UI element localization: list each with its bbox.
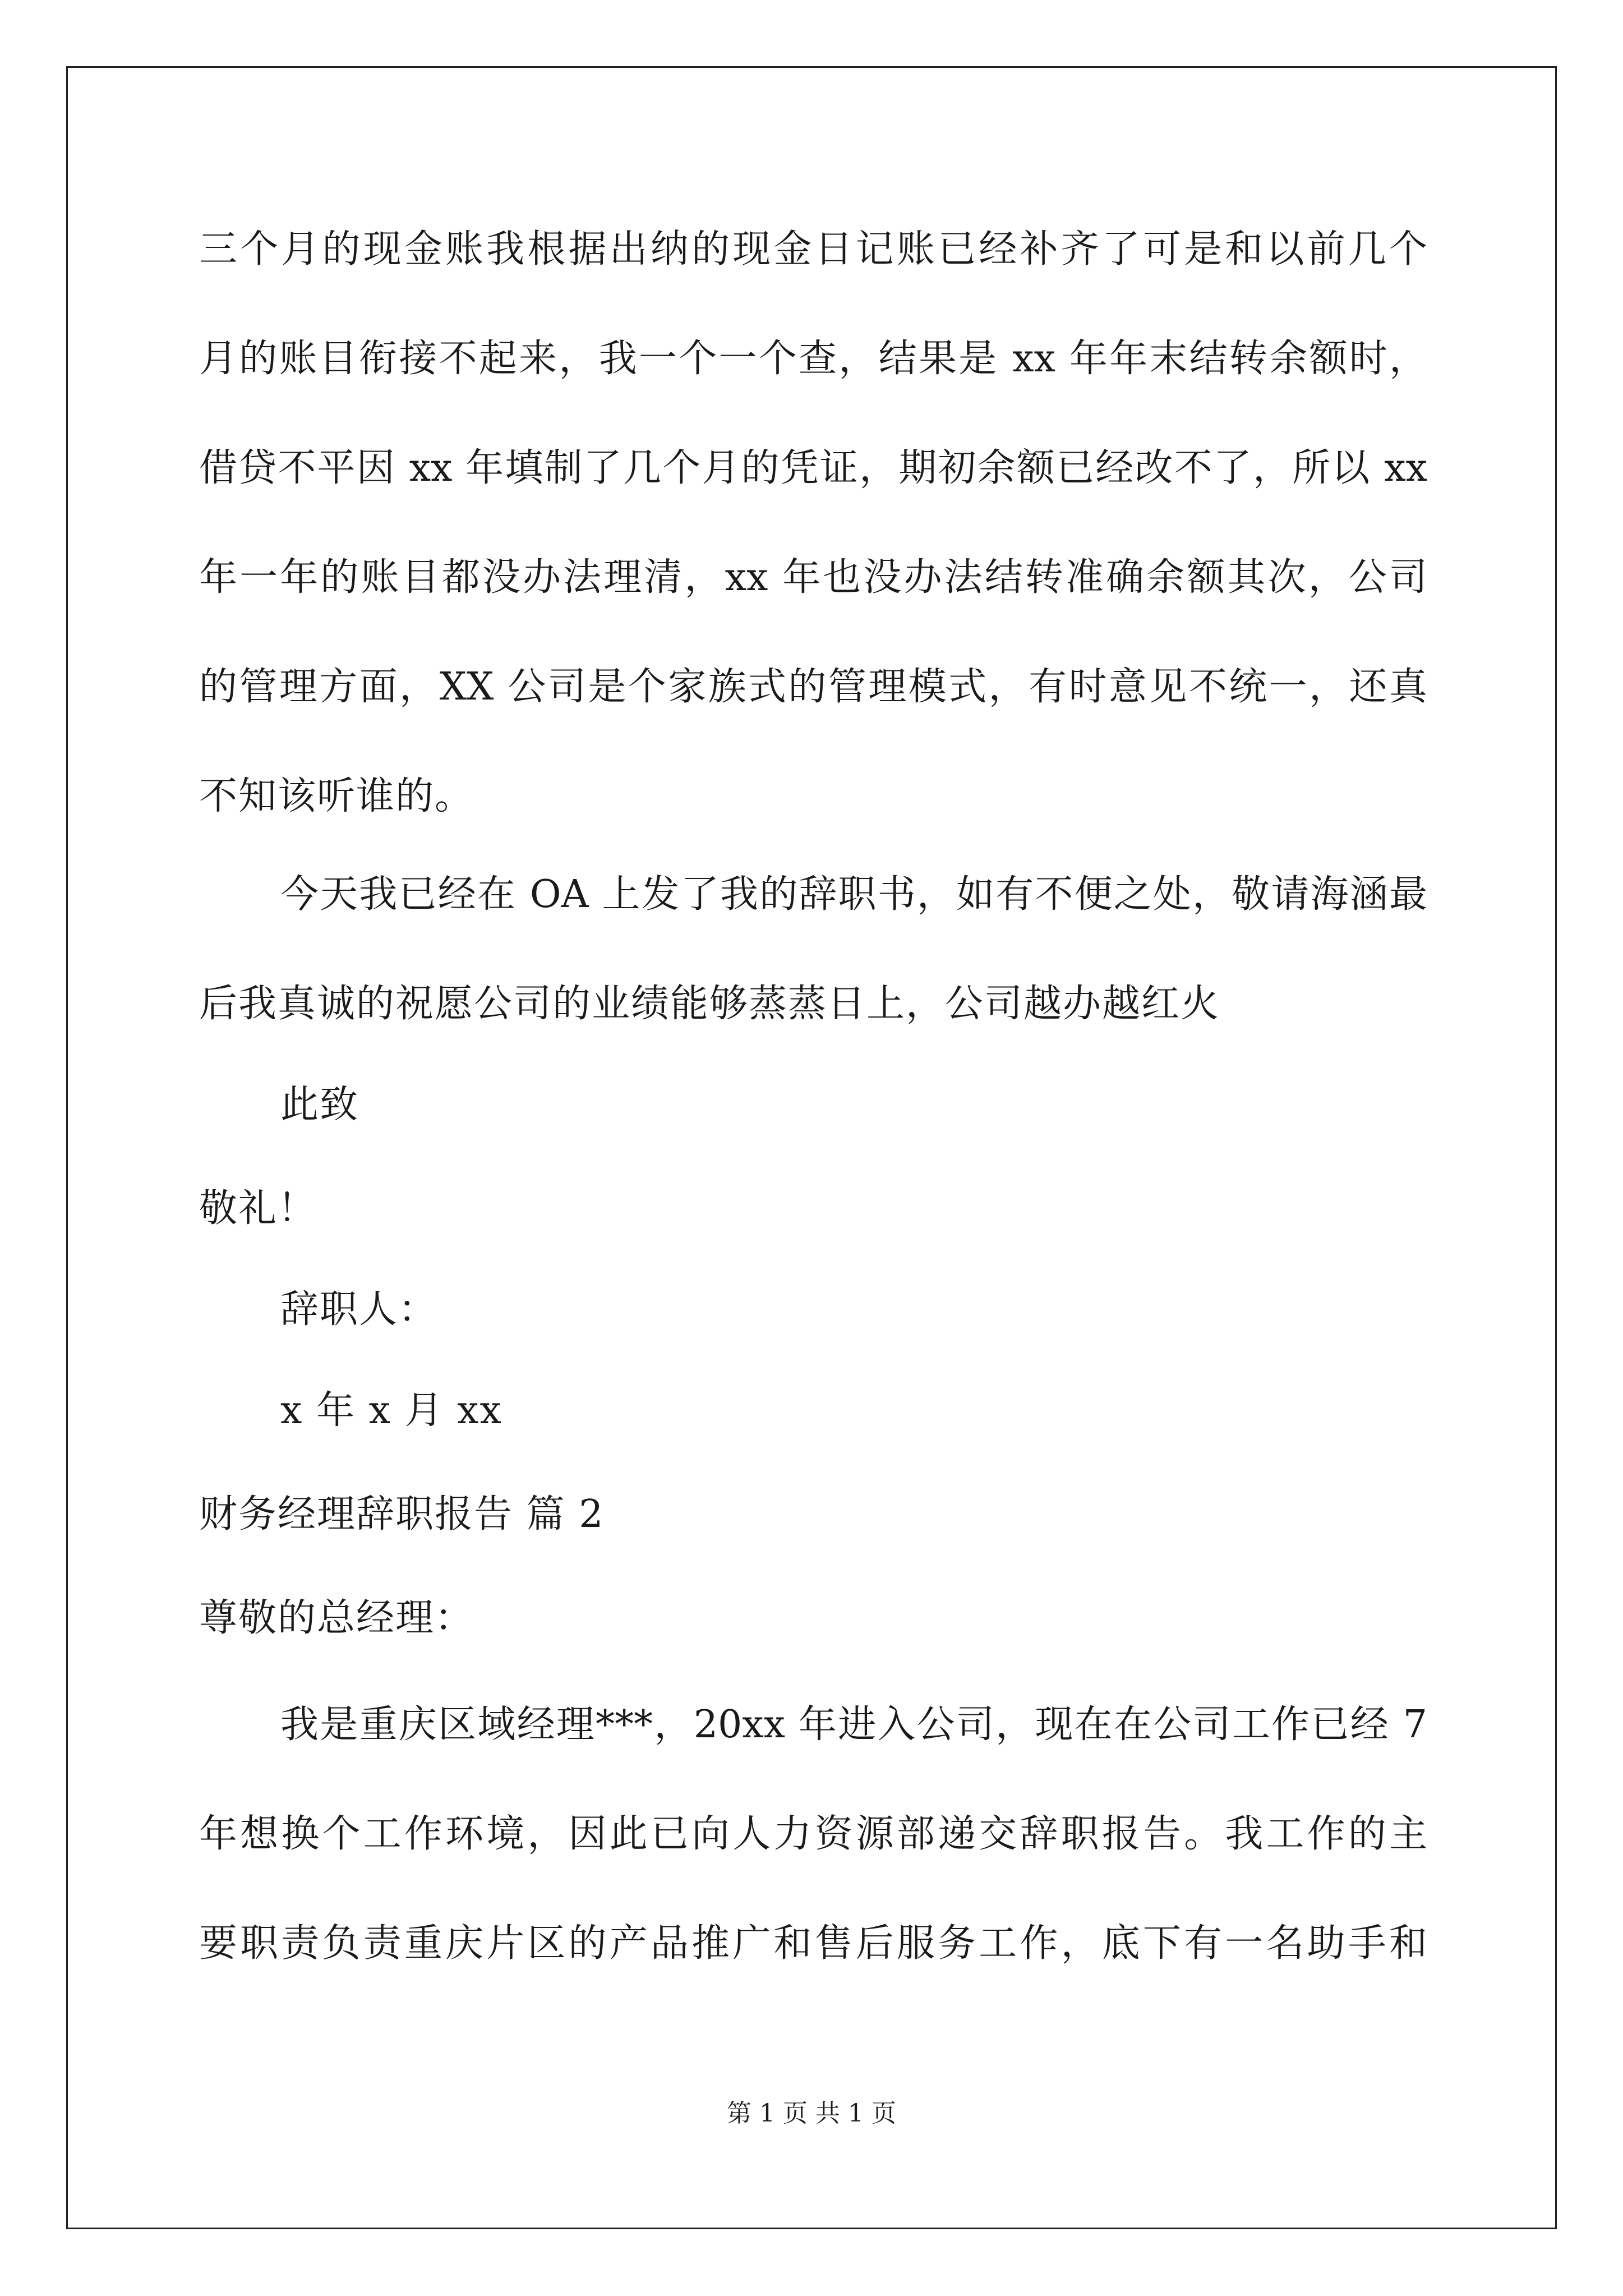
body-line: 不知该听谁的。 (199, 774, 474, 818)
date-line: x 年 x 月 xx (280, 1388, 502, 1433)
body-line: 我是重庆区域经理***，20xx 年进入公司，现在在公司工作已经 7 (280, 1703, 1427, 1747)
body-line: 三个月的现金账我根据出纳的现金日记账已经补齐了可是和以前几个 (199, 227, 1427, 272)
body-line: 后我真诚的祝愿公司的业绩能够蒸蒸日上，公司越办越红火 (199, 982, 1220, 1026)
body-line: 年想换个工作环境，因此已向人力资源部递交辞职报告。我工作的主 (199, 1812, 1427, 1856)
closing-regards: 敬礼！ (199, 1186, 317, 1231)
body-line: 月的账目衔接不起来，我一个一个查，结果是 xx 年年末结转余额时， (199, 337, 1427, 381)
body-line: 的管理方面，XX 公司是个家族式的管理模式，有时意见不统一，还真 (199, 665, 1427, 709)
closing-salutation: 此致 (280, 1083, 359, 1127)
body-line: 借贷不平因 xx 年填制了几个月的凭证，期初余额已经改不了，所以 xx (199, 446, 1427, 490)
page-footer: 第 1 页 共 1 页 (727, 2099, 896, 2128)
body-line: 年一年的账目都没办法理清，xx 年也没办法结转准确余额其次，公司 (199, 555, 1427, 600)
page-border (66, 66, 1557, 2229)
body-line: 要职责负责重庆片区的产品推广和售后服务工作，底下有一名助手和 (199, 1921, 1427, 1966)
section-heading: 财务经理辞职报告 篇 2 (199, 1492, 605, 1536)
recipient-greeting: 尊敬的总经理： (199, 1596, 474, 1640)
body-line: 今天我已经在 OA 上发了我的辞职书，如有不便之处，敬请海涵最 (280, 872, 1427, 917)
signature-label: 辞职人： (280, 1287, 438, 1332)
